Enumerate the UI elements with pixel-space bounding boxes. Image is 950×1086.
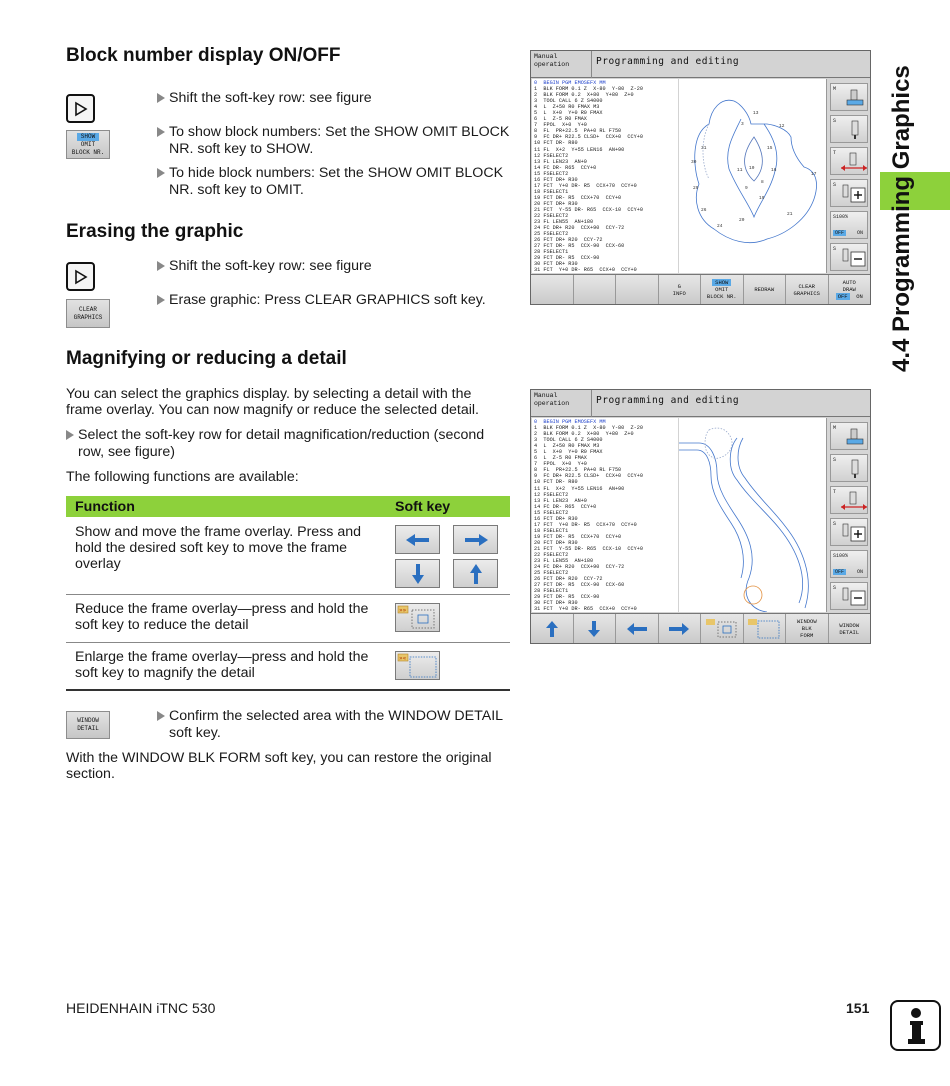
screen-title: Programming and editing: [596, 56, 740, 67]
move-down-softkey: [574, 614, 617, 643]
screen-header: [531, 390, 870, 417]
program-line: 17 FCT Y+0 DR- R5 CCX+70 CCY+0: [534, 521, 637, 528]
bullet-shift-row-2: Shift the soft-key row: see figure: [157, 258, 512, 275]
heading-magnifying: Magnifying or reducing a detail: [66, 348, 347, 369]
side-key-s: S: [830, 115, 868, 143]
col-function: Function: [75, 498, 135, 515]
side-softkeys: [826, 79, 870, 273]
program-line: 0 BEGIN PGM EMOSEFX MM: [534, 419, 606, 425]
graph-label: 26: [701, 208, 707, 213]
heading-block-number: Block number display ON/OFF: [66, 45, 341, 66]
side-key-m: M: [830, 422, 868, 450]
arrow-up-icon: [546, 620, 558, 638]
program-line: 29 FCT DR- R5 CCX-90: [534, 255, 600, 262]
program-line: 2 BLK FORM 0.2 X+80 Y+80 Z+0: [534, 92, 634, 99]
program-line: 15 FSELECT2: [534, 509, 569, 516]
graph-label: 16: [771, 168, 777, 173]
program-line: 17 FCT Y+0 DR- R5 CCX+70 CCY+0: [534, 182, 637, 189]
graph-label: 9: [745, 186, 748, 191]
chapter-title: 4.4 Programming Graphics: [888, 65, 915, 372]
move-right-softkey: [659, 614, 702, 643]
contour-graphic: [679, 79, 827, 273]
reduce-frame-icon: [705, 618, 739, 640]
graph-label: 13: [753, 111, 759, 116]
bullet-show-block-numbers: To show block numbers: Set the SHOW OMIT BLOCK NR. soft key to SHOW.: [157, 124, 512, 158]
screen-figure-1: [530, 50, 871, 305]
next-softkey-row-key-2: [66, 262, 95, 291]
intro-paragraph: You can select the graphics display. by selecting a detail with the frame overlay. You can now magnify or reduce the selected detail.: [66, 386, 479, 418]
program-line: 14 FC DR- R65 CCY+0: [534, 503, 597, 510]
function-table: [66, 496, 510, 691]
mode-label: Manual operation: [531, 51, 592, 78]
program-listing: [532, 418, 678, 612]
program-line: 11 FL X+2 Y+55 LEN16 AN+90: [534, 146, 625, 153]
program-line: 4 L Z+50 R0 FMAX M3: [534, 443, 600, 450]
graph-label: 31: [701, 146, 707, 151]
program-line: 0 BEGIN PGM EMOSEFX MM: [534, 80, 606, 86]
restore-paragraph: With the WINDOW BLK FORM soft key, you can restore the original section.: [66, 750, 492, 782]
program-line: 18 FSELECT1: [534, 527, 569, 534]
reduce-softkey: [701, 614, 744, 643]
svg-text:»»: »»: [399, 607, 407, 614]
graph-label: 24: [717, 224, 723, 229]
program-line: 22 FSELECT2: [534, 552, 569, 559]
program-line: 7 FPOL X+0 Y+0: [534, 122, 587, 129]
side-key-m: M: [830, 83, 868, 111]
row-text: Reduce the frame overlay—press and hold the soft key to reduce the detail: [75, 601, 369, 633]
mode-label: Manual operation: [531, 390, 592, 417]
graph-label: 10: [749, 166, 755, 171]
graph-label: 17: [811, 172, 817, 177]
screen-figure-2: [530, 389, 871, 644]
softkey-row-1: [531, 274, 870, 304]
arrow-down-icon: [412, 563, 424, 585]
program-line: 23 FL LEN55 AN+180: [534, 558, 594, 565]
program-line: 10 FCT DR- R80: [534, 479, 578, 486]
program-line: 3 TOOL CALL 6 Z S4000: [534, 98, 603, 105]
side-key-s-minus: S: [830, 582, 868, 610]
program-line: 26 FCT DR+ R20 CCY-72: [534, 576, 603, 583]
program-line: 23 FL LEN55 AN+180: [534, 219, 594, 226]
program-line: 30 FCT DR+ R30: [534, 600, 578, 607]
program-line: 20 FCT DR+ R30: [534, 539, 578, 546]
program-listing: [532, 79, 678, 273]
enlarge-softkey: [744, 614, 787, 643]
side-key-t: T: [830, 486, 868, 514]
program-line: 31 FCT Y+0 DR- R65 CCX+0 CCY+0: [534, 267, 637, 273]
move-down-key: [395, 559, 440, 588]
window-detail-softkey: WINDOW DETAIL: [829, 614, 871, 643]
empty-softkey: [616, 275, 659, 304]
program-line: 19 FCT DR- R5 CCX+70 CCY+0: [534, 533, 622, 540]
bullet-confirm: Confirm the selected area with the WINDOW DETAIL soft key.: [157, 708, 512, 742]
table-row: [66, 595, 510, 643]
enlarge-frame-icon: [747, 618, 781, 640]
tool-change-icon: [839, 152, 869, 172]
move-right-key: [453, 525, 498, 554]
program-line: 4 L Z+50 R0 FMAX M3: [534, 104, 600, 111]
program-line: 9 FC DR+ R22.5 CLSD+ CCX+0 CCY+0: [534, 473, 643, 480]
show-omit-softkey: SHOW OMIT BLOCK NR.: [701, 275, 744, 304]
program-line: 1 BLK FORM 0.1 Z X-80 Y-80 Z-20: [534, 425, 643, 432]
graph-label: 30: [691, 160, 697, 165]
program-line: 28 FSELECT1: [534, 249, 569, 256]
footer-left: HEIDENHAIN iTNC 530: [66, 1000, 216, 1016]
heading-erasing: Erasing the graphic: [66, 221, 244, 242]
program-line: 12 FSELECT2: [534, 152, 569, 159]
program-line: 5 L X+0 Y+0 R0 FMAX: [534, 449, 603, 456]
graph-label: 8: [761, 180, 764, 185]
arrow-down-icon: [588, 620, 600, 638]
info-i-icon: [901, 1006, 931, 1046]
program-line: 7 FPOL X+0 Y+0: [534, 461, 587, 468]
screen-title: Programming and editing: [596, 395, 740, 406]
plus-icon: [841, 183, 867, 205]
move-left-softkey: [616, 614, 659, 643]
row-text: Enlarge the frame overlay—press and hold the soft key to magnify the detail: [75, 649, 369, 681]
auto-draw-softkey: AUTO DRAW OFF ON: [829, 275, 871, 304]
graph-label: 20: [739, 218, 745, 223]
arrow-left-icon: [405, 534, 431, 546]
program-line: 21 FCT Y-55 DR- R65 CCX-10 CCY+0: [534, 206, 643, 213]
tool-icon: [845, 459, 865, 479]
program-line: 1 BLK FORM 0.1 Z X-80 Y-80 Z-20: [534, 86, 643, 93]
program-line: 24 FC DR+ R20 CCX+90 CCY-72: [534, 225, 625, 232]
bullet-hide-block-numbers: To hide block numbers: Set the SHOW OMIT BLOCK NR. soft key to OMIT.: [157, 165, 512, 199]
program-line: 25 FSELECT2: [534, 231, 569, 238]
program-line: 14 FC DR- R65 CCY+0: [534, 164, 597, 171]
clear-graphics-softkey: CLEAR GRAPHICS: [786, 275, 829, 304]
reduce-frame-icon: [396, 604, 441, 633]
program-line: 6 L Z-5 R0 FMAX: [534, 116, 587, 123]
show-omit-softkey-icon: SHOW OMIT BLOCK NR.: [66, 130, 110, 159]
softkey-row-2: [531, 613, 870, 643]
side-key-s-minus: S: [830, 243, 868, 271]
side-key-s100: S100% OFF ON: [830, 550, 868, 578]
g-info-softkey: G INFO: [659, 275, 702, 304]
program-line: 2 BLK FORM 0.2 X+80 Y+80 Z+0: [534, 431, 634, 438]
minus-icon: [841, 586, 867, 608]
program-line: 13 FL LEN23 AN+0: [534, 158, 587, 165]
functions-intro: The following functions are available:: [66, 469, 299, 485]
arrow-left-icon: [626, 623, 648, 635]
contour-detail-graphic: [679, 418, 827, 612]
spindle-icon: [845, 427, 865, 447]
program-line: 27 FCT DR- R5 CCX-90 CCX-60: [534, 582, 625, 589]
move-up-key: [453, 559, 498, 588]
enlarge-frame-key: [395, 651, 440, 680]
col-softkey: Soft key: [395, 498, 451, 515]
graph-label: 15: [767, 146, 773, 151]
graph-label: 12: [779, 124, 785, 129]
page-number: 151: [846, 1000, 870, 1016]
info-icon: [890, 1000, 941, 1051]
program-line: 24 FC DR+ R20 CCX+90 CCY-72: [534, 564, 625, 571]
program-line: 12 FSELECT2: [534, 491, 569, 498]
tool-icon: [845, 120, 865, 140]
program-line: 18 FSELECT1: [534, 188, 569, 195]
move-left-key: [395, 525, 440, 554]
next-arrow-icon: [74, 269, 88, 285]
side-key-s-plus: S: [830, 518, 868, 546]
table-header: [66, 496, 510, 517]
program-line: 8 FL PR+22.5 PA+0 RL F750: [534, 128, 622, 135]
program-line: 21 FCT Y-55 DR- R65 CCX-10 CCY+0: [534, 545, 643, 552]
program-line: 11 FL X+2 Y+55 LEN16 AN+90: [534, 485, 625, 492]
graph-label: 11: [737, 168, 743, 173]
graph-label: 29: [693, 186, 699, 191]
program-line: 29 FCT DR- R5 CCX-90: [534, 594, 600, 601]
program-line: 16 FCT DR+ R30: [534, 176, 578, 183]
bullet-erase-graphic: Erase graphic: Press CLEAR GRAPHICS soft key.: [157, 292, 512, 309]
program-line: 8 FL PR+22.5 PA+0 RL F750: [534, 467, 622, 474]
program-line: 30 FCT DR+ R30: [534, 261, 578, 268]
side-key-s: S: [830, 454, 868, 482]
program-line: 22 FSELECT2: [534, 213, 569, 220]
graph-label: 19: [759, 196, 765, 201]
program-line: 6 L Z-5 R0 FMAX: [534, 455, 587, 462]
window-blk-form-softkey: WINDOW BLK FORM: [786, 614, 829, 643]
tool-change-icon: [839, 491, 869, 511]
bullet-shift-row-1: Shift the soft-key row: see figure: [157, 90, 512, 107]
svg-text:»«: »«: [399, 655, 407, 662]
arrow-up-icon: [470, 563, 482, 585]
spindle-icon: [845, 88, 865, 108]
program-line: 28 FSELECT1: [534, 588, 569, 595]
minus-icon: [841, 247, 867, 269]
bullet-select-row: Select the soft-key row for detail magnification/reduction (second row, see figure): [66, 427, 506, 461]
program-line: 25 FSELECT2: [534, 570, 569, 577]
program-line: 15 FSELECT2: [534, 170, 569, 177]
plus-icon: [841, 522, 867, 544]
reduce-frame-key: [395, 603, 440, 632]
screen-header: [531, 51, 870, 78]
graph-label: 3: [741, 122, 744, 127]
redraw-softkey: REDRAW: [744, 275, 787, 304]
program-line: 27 FCT DR- R5 CCX-90 CCX-60: [534, 243, 625, 250]
program-line: 19 FCT DR- R5 CCX+70 CCY+0: [534, 194, 622, 201]
arrow-right-icon: [463, 534, 489, 546]
table-row: [66, 643, 510, 691]
program-line: 9 FC DR+ R22.5 CLSD+ CCX+0 CCY+0: [534, 134, 643, 141]
side-key-t: T: [830, 147, 868, 175]
next-arrow-icon: [74, 101, 88, 117]
program-line: 20 FCT DR+ R30: [534, 200, 578, 207]
arrow-right-icon: [668, 623, 690, 635]
program-line: 10 FCT DR- R80: [534, 140, 578, 147]
program-line: 3 TOOL CALL 6 Z S4000: [534, 437, 603, 444]
empty-softkey: [531, 275, 574, 304]
window-detail-softkey-icon: WINDOW DETAIL: [66, 711, 110, 739]
side-key-s-plus: S: [830, 179, 868, 207]
graph-label: 21: [787, 212, 793, 217]
program-line: 5 L X+0 Y+0 R0 FMAX: [534, 110, 603, 117]
program-line: 26 FCT DR+ R20 CCY-72: [534, 237, 603, 244]
side-key-s100: S100% OFF ON: [830, 211, 868, 239]
enlarge-frame-icon: [396, 652, 441, 681]
program-line: 13 FL LEN23 AN+0: [534, 497, 587, 504]
row-text: Show and move the frame overlay. Press and hold the desired soft key to move the frame overlay: [75, 524, 361, 572]
table-row: [66, 517, 510, 595]
program-line: 31 FCT Y+0 DR- R65 CCX+0 CCY+0: [534, 606, 637, 612]
clear-graphics-softkey-icon: CLEAR GRAPHICS: [66, 299, 110, 328]
program-line: 16 FCT DR+ R30: [534, 515, 578, 522]
move-up-softkey: [531, 614, 574, 643]
side-softkeys: [826, 418, 870, 612]
next-softkey-row-key-1: [66, 94, 95, 123]
empty-softkey: [574, 275, 617, 304]
